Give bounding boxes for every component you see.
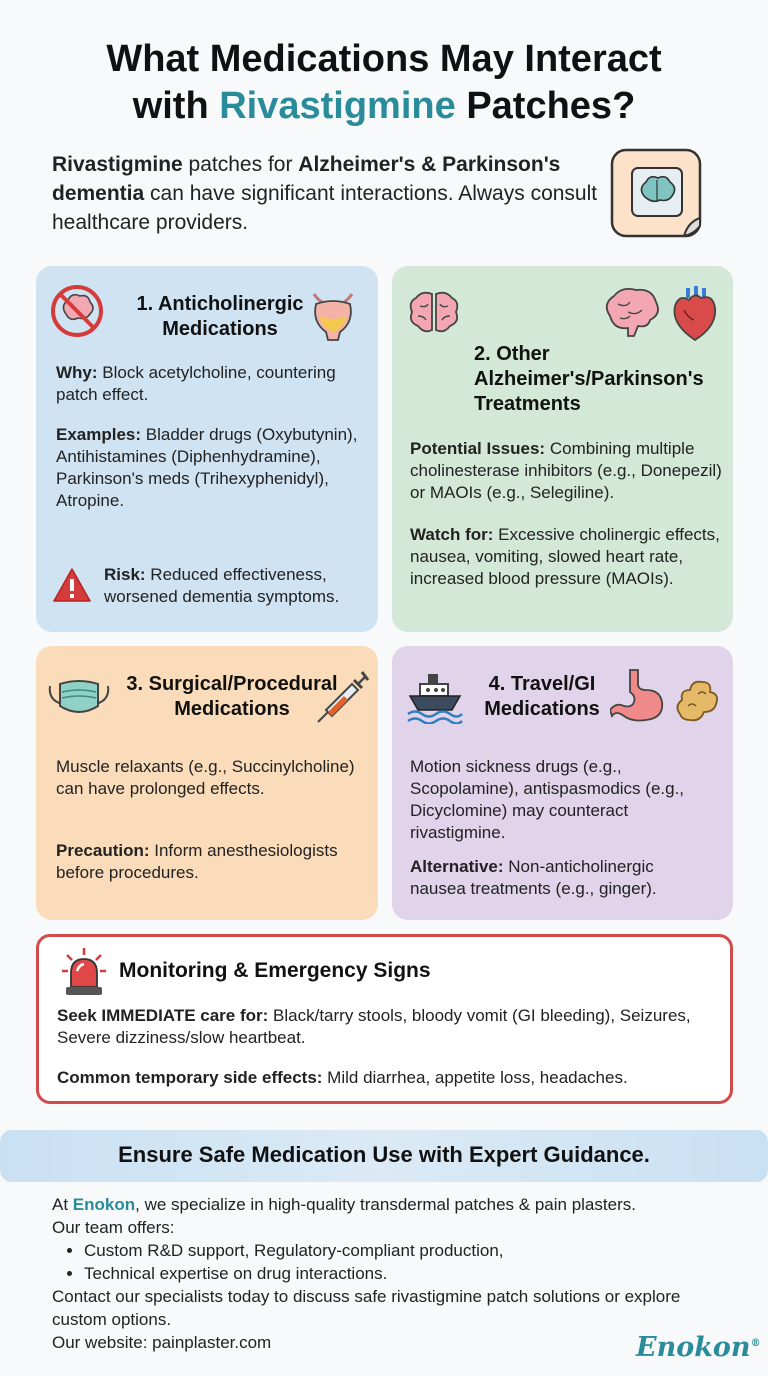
card-4-body: Motion sickness drugs (e.g., Scopolamine), antispasmodics (e.g., Dicyclomine) may counteract rivastigmine. xyxy=(410,757,685,842)
card-2-issues xyxy=(410,438,722,504)
common-text: Mild diarrhea, appetite loss, headaches. xyxy=(322,1068,628,1087)
precaution-label: Precaution: xyxy=(56,841,150,860)
risk-label: Risk: xyxy=(104,565,146,584)
footer-bullet: • Custom R&D support, Regulatory-compliant production, xyxy=(84,1239,732,1262)
watch-text: Excessive cholinergic effects, nausea, vomiting, slowed heart rate, increased blood pressure (MAOIs). xyxy=(410,525,720,588)
bladder-icon xyxy=(308,288,358,344)
page-title xyxy=(0,36,768,130)
patch-icon xyxy=(608,146,706,242)
why-text: Block acetylcholine, countering patch effect. xyxy=(56,363,336,404)
logo-text: Enokon xyxy=(636,1332,751,1363)
surgical-mask-icon xyxy=(46,676,112,720)
footer-website: Our website: painplaster.com xyxy=(52,1333,272,1352)
title-line-2-pre: with xyxy=(132,85,220,127)
cta-banner xyxy=(0,1130,768,1182)
ship-icon xyxy=(406,670,464,724)
monitoring-box xyxy=(36,934,733,1104)
heart-icon xyxy=(670,284,720,344)
intro-part4: can have significant interactions. Always consult healthcare providers. xyxy=(52,182,598,234)
card-1-examples xyxy=(56,424,362,512)
card-anticholinergic xyxy=(36,266,378,632)
intro-text xyxy=(52,150,612,237)
card-2-title: 2. Other Alzheimer's/Parkinson's Treatments xyxy=(474,343,704,415)
seek-label: Seek IMMEDIATE care for: xyxy=(57,1006,269,1025)
card-4-alternative xyxy=(410,856,714,900)
card-4-title: 4. Travel/GI Medications xyxy=(484,673,600,720)
intro-conditions: Alzheimer's & Parkinson's dementia xyxy=(52,153,561,205)
card-3-title: 3. Surgical/Procedural Medications xyxy=(126,673,338,720)
footer-text xyxy=(52,1193,732,1354)
no-brain-icon xyxy=(50,284,104,338)
card-1-risk xyxy=(104,564,372,608)
footer-brand: Enokon xyxy=(72,1195,136,1214)
card-1-title: 1. Anticholinergic Medications xyxy=(136,293,304,340)
footer-line-1-post: , we specialize in high-quality transdermal patches & pain plasters. xyxy=(135,1195,636,1214)
common-label: Common temporary side effects: xyxy=(57,1068,323,1087)
alternative-label: Alternative: xyxy=(410,857,504,876)
precaution-text: Inform anesthesiologists before procedures. xyxy=(56,841,338,882)
alarm-siren-icon xyxy=(61,947,107,997)
footer-line-2: Our team offers: xyxy=(52,1218,175,1237)
examples-label: Examples: xyxy=(56,425,142,444)
banner-text: Ensure Safe Medication Use with Expert Guidance. xyxy=(118,1142,650,1167)
card-3-body: Muscle relaxants (e.g., Succinylcholine) can have prolonged effects. xyxy=(56,757,355,798)
monitoring-common xyxy=(57,1067,717,1089)
seek-text: Black/tarry stools, bloody vomit (GI bleeding), Seizures, Severe dizziness/slow heartbeat. xyxy=(57,1006,691,1047)
card-2-watch xyxy=(410,524,722,590)
card-other-treatments xyxy=(392,266,733,632)
intro-part2: patches for xyxy=(182,153,299,176)
why-label: Why: xyxy=(56,363,98,382)
syringe-icon xyxy=(314,670,370,726)
title-accent: Rivastigmine xyxy=(219,85,456,127)
footer-line-1-pre: At xyxy=(52,1195,73,1214)
footer-bullet: • Technical expertise on drug interactions. xyxy=(84,1262,732,1285)
brain-icon xyxy=(600,286,662,340)
card-3-precaution xyxy=(56,840,374,884)
intro-drug: Rivastigmine xyxy=(52,153,183,176)
examples-text: Bladder drugs (Oxybutynin), Antihistamines (Diphenhydramine), Parkinson's meds (Trihexyphenidyl), Atropine. xyxy=(56,425,358,510)
alternative-text: Non-anticholinergic nausea treatments (e.g., ginger). xyxy=(410,857,657,898)
card-surgical xyxy=(36,646,378,920)
brain-icon xyxy=(406,288,462,338)
title-line-1: What Medications May Interact xyxy=(106,38,662,80)
monitoring-title: Monitoring & Emergency Signs xyxy=(119,959,431,982)
watch-label: Watch for: xyxy=(410,525,494,544)
issues-label: Potential Issues: xyxy=(410,439,546,458)
footer-line-1 xyxy=(52,1193,732,1216)
brand-logo xyxy=(636,1332,761,1363)
title-line-2-post: Patches? xyxy=(455,85,636,127)
monitoring-seek xyxy=(57,1005,717,1049)
ginger-icon xyxy=(670,670,722,726)
footer-line-3: Contact our specialists today to discuss safe rivastigmine patch solutions or explore custom options. xyxy=(52,1287,681,1329)
stomach-icon xyxy=(610,668,666,724)
issues-text: Combining multiple cholinesterase inhibitors (e.g., Donepezil) or MAOIs (e.g., Selegiline). xyxy=(410,439,722,502)
risk-text: Reduced effectiveness, worsened dementia symptoms. xyxy=(104,565,340,606)
card-travel-gi xyxy=(392,646,733,920)
warning-icon xyxy=(52,566,92,604)
logo-registered-mark: ® xyxy=(750,1338,761,1349)
footer-bullets xyxy=(52,1239,732,1285)
card-1-why xyxy=(56,362,356,406)
